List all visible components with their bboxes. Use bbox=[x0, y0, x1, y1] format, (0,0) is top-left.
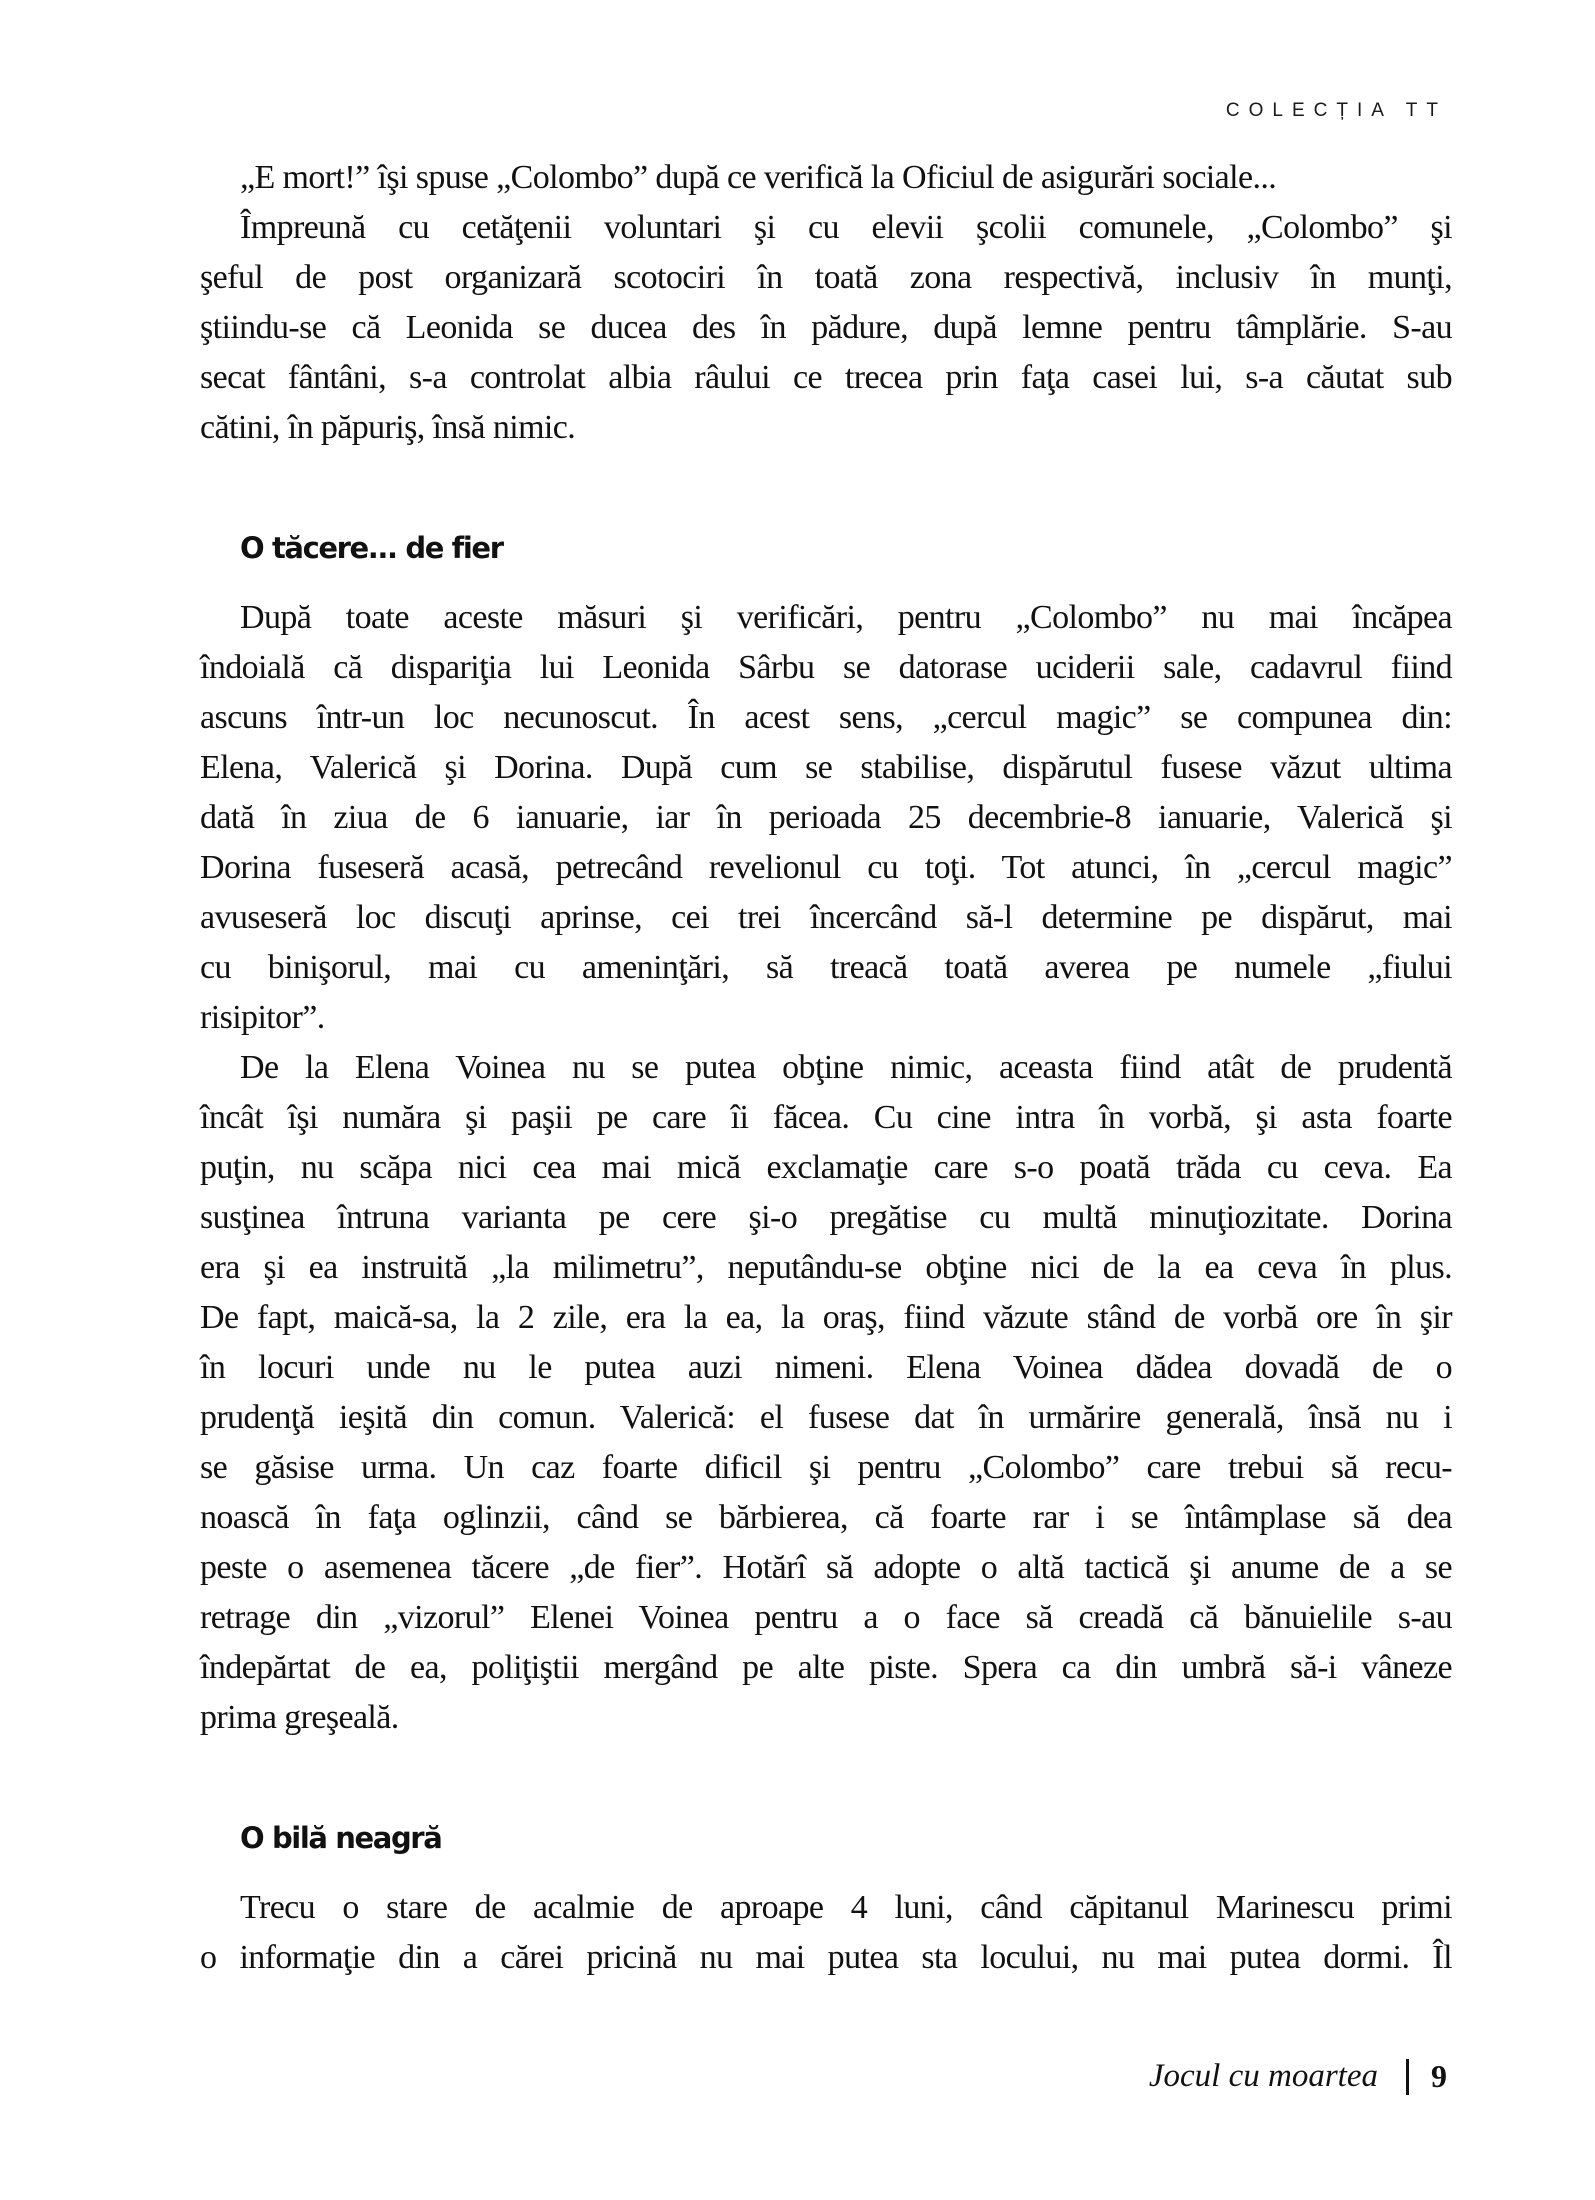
section-intro bbox=[200, 153, 1452, 453]
paragraph-line: o informaţie din a cărei pricină nu mai putea sta locului, nu mai putea dormi. Îl bbox=[200, 1939, 1452, 1976]
paragraph-line: secat fântâni, s-a controlat albia râului ce trecea prin faţa casei lui, s-a căutat sub bbox=[200, 359, 1452, 396]
paragraph-line: se găsise urma. Un caz foarte dificil şi pentru „Colombo” care trebui să recu- bbox=[200, 1449, 1452, 1486]
paragraph-line: puţin, nu scăpa nici cea mai mică exclamaţie care s-o poată trăda cu ceva. Ea bbox=[200, 1149, 1452, 1186]
paragraph-line: „E mort!” îşi spuse „Colombo” după ce verifică la Oficiul de asigurări sociale... bbox=[240, 159, 1277, 196]
paragraph-line: susţinea întruna varianta pe cere şi-o pregătise cu multă minuţiozitate. Dorina bbox=[200, 1199, 1452, 1236]
paragraph-line: După toate aceste măsuri şi verificări, pentru „Colombo” nu mai încăpea bbox=[240, 599, 1452, 636]
paragraph-line: încât îşi număra şi paşii pe care îi făcea. Cu cine intra în vorbă, şi asta foarte bbox=[200, 1099, 1452, 1136]
paragraph-line: Dorina fuseseră acasă, petrecând revelionul cu toţi. Tot atunci, în „cercul magic” bbox=[200, 849, 1452, 886]
paragraph-line: dată în ziua de 6 ianuarie, iar în perioada 25 decembrie-8 ianuarie, Valerică şi bbox=[200, 799, 1452, 836]
paragraph-line: risipitor”. bbox=[200, 999, 325, 1036]
paragraph-line: ascuns într-un loc necunoscut. În acest sens, „cercul magic” se compunea din: bbox=[200, 699, 1452, 736]
paragraph-line: Elena, Valerică şi Dorina. După cum se stabilise, dispărutul fusese văzut ultima bbox=[200, 749, 1452, 786]
paragraph-line: şeful de post organizară scotociri în toată zona respectivă, inclusiv în munţi, bbox=[200, 259, 1452, 296]
paragraph-line: De fapt, maică-sa, la 2 zile, era la ea, la oraş, fiind văzute stând de vorbă ore în şir bbox=[200, 1299, 1452, 1336]
section-heading: O bilă neagră bbox=[240, 1821, 442, 1855]
paragraph-line: retrage din „vizorul” Elenei Voinea pentru a o face să creadă că bănuielile s-au bbox=[200, 1599, 1452, 1636]
paragraph-line: cu binişorul, mai cu ameninţări, să treacă toată averea pe numele „fiului bbox=[200, 949, 1452, 986]
paragraph-line: De la Elena Voinea nu se putea obţine nimic, aceasta fiind atât de prudentă bbox=[240, 1049, 1452, 1086]
paragraph-line: noască în faţa oglinzii, când se bărbierea, că foarte rar i se întâmplase să dea bbox=[200, 1499, 1452, 1536]
paragraph-line: cătini, în păpuriş, însă nimic. bbox=[200, 409, 576, 446]
footer-separator bbox=[1406, 2059, 1409, 2095]
paragraph-line: prima greşeală. bbox=[200, 1699, 399, 1736]
running-header: COLECȚIA TT bbox=[1225, 100, 1447, 121]
paragraph-line: era şi ea instruită „la milimetru”, neputându-se obţine nici de la ea ceva în plus. bbox=[200, 1249, 1452, 1286]
paragraph-line: Împreună cu cetăţenii voluntari şi cu elevii şcolii comunele, „Colombo” şi bbox=[240, 209, 1452, 246]
paragraph-line: Trecu o stare de acalmie de aproape 4 luni, când căpitanul Marinescu primi bbox=[240, 1889, 1452, 1926]
paragraph-line: ştiindu-se că Leonida se ducea des în pădure, după lemne pentru tâmplărie. S-au bbox=[200, 309, 1452, 346]
page-body bbox=[200, 153, 1452, 1983]
paragraph-line: prudenţă ieşită din comun. Valerică: el fusese dat în urmărire generală, însă nu i bbox=[200, 1399, 1452, 1436]
paragraph-line: îndepărtat de ea, poliţiştii mergând pe alte piste. Spera ca din umbră să-i vâneze bbox=[200, 1649, 1452, 1686]
page-number: 9 bbox=[1431, 2058, 1447, 2094]
section-o-bila-neagra bbox=[200, 1813, 1452, 1983]
running-footer bbox=[1149, 2058, 1447, 2095]
book-title: Jocul cu moartea bbox=[1148, 2058, 1378, 2094]
paragraph-line: îndoială că dispariţia lui Leonida Sârbu se datorase uciderii sale, cadavrul fiind bbox=[200, 649, 1452, 686]
section-o-tacere-de-fier bbox=[200, 523, 1452, 1743]
paragraph-line: peste o asemenea tăcere „de fier”. Hotărî să adopte o altă tactică şi anume de a se bbox=[200, 1549, 1452, 1586]
paragraph-line: avuseseră loc discuţi aprinse, cei trei încercând să-l determine pe dispărut, mai bbox=[200, 899, 1452, 936]
paragraph-line: în locuri unde nu le putea auzi nimeni. Elena Voinea dădea dovadă de o bbox=[200, 1349, 1452, 1386]
section-heading: O tăcere... de fier bbox=[240, 531, 503, 565]
